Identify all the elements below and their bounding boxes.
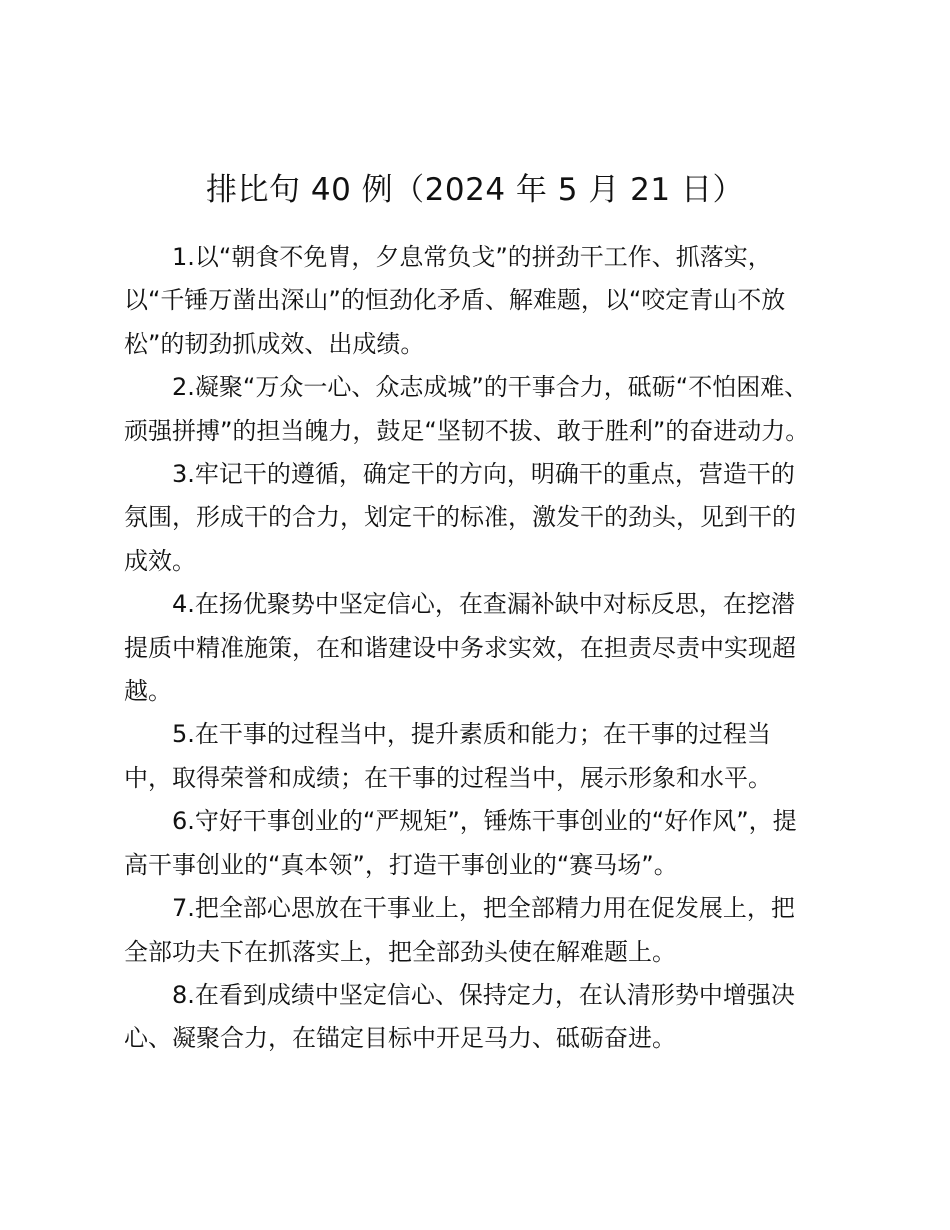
document-body — [124, 236, 824, 1061]
paragraph-line: 提质中精准施策，在和谐建设中务求实效，在担责尽责中实现超 — [124, 633, 796, 662]
paragraph-4 — [124, 583, 824, 713]
paragraph-line: 5.在干事的过程当中，提升素质和能力；在干事的过程当 — [172, 720, 771, 749]
paragraph-line: 8.在看到成绩中坚定信心、保持定力，在认清形势中增强决 — [172, 980, 795, 1009]
paragraph-line: 4.在扬优聚势中坚定信心，在查漏补缺中对标反思，在挖潜 — [172, 590, 795, 619]
paragraph-line: 松”的韧劲抓成效、出成绩。 — [124, 329, 425, 358]
paragraph-line: 中，取得荣誉和成绩；在干事的过程当中，展示形象和水平。 — [124, 763, 772, 792]
paragraph-line: 氛围，形成干的合力，划定干的标准，激发干的劲头，见到干的 — [124, 503, 796, 532]
paragraph-line: 顽强拼搏”的担当魄力，鼓足“坚韧不拔、敢于胜利”的奋进动力。 — [124, 416, 810, 445]
paragraph-line: 越。 — [124, 677, 172, 706]
paragraph-line: 全部功夫下在抓落实上，把全部劲头使在解难题上。 — [124, 937, 676, 966]
paragraph-6 — [124, 800, 824, 887]
paragraph-3 — [124, 453, 824, 583]
paragraph-line: 1.以“朝食不免胄，夕息常负戈”的拼劲干工作、抓落实， — [172, 243, 772, 271]
paragraph-2 — [124, 366, 824, 453]
paragraph-line: 7.把全部心思放在干事业上，把全部精力用在促发展上，把 — [172, 894, 795, 923]
paragraph-1 — [124, 236, 824, 366]
paragraph-5 — [124, 713, 824, 800]
paragraph-line: 6.守好干事创业的“严规矩”，锤炼干事创业的“好作风”，提 — [172, 807, 797, 836]
document-title: 排比句 40 例（2024 年 5 月 21 日） — [206, 172, 744, 208]
paragraph-line: 2.凝聚“万众一心、众志成城”的干事合力，砥砺“不怕困难、 — [172, 373, 809, 402]
paragraph-line: 3.牢记干的遵循，确定干的方向，明确干的重点，营造干的 — [172, 460, 795, 489]
paragraph-7 — [124, 887, 824, 974]
paragraph-line: 高干事创业的“真本领”，打造干事创业的“赛马场”。 — [124, 850, 678, 879]
paragraph-line: 心、凝聚合力，在锚定目标中开足马力、砥砺奋进。 — [124, 1024, 676, 1053]
paragraph-line: 以“千锤万凿出深山”的恒劲化矛盾、解难题，以“咬定青山不放 — [124, 286, 786, 315]
paragraph-line: 成效。 — [124, 546, 196, 575]
paragraph-8 — [124, 974, 824, 1061]
